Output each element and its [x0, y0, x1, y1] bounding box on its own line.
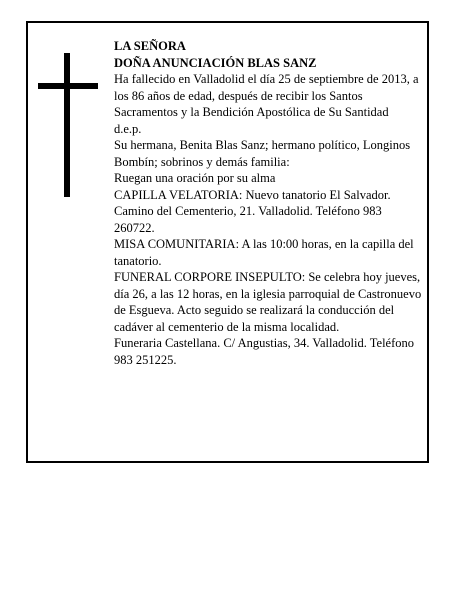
family-line: Su hermana, Benita Blas Sanz; hermano político, Longinos Bombín; sobrinos y demás familia: [114, 138, 411, 169]
funeral-info: FUNERAL CORPORE INSEPULTO: Se celebra hoy jueves, día 26, a las 12 horas, en la iglesia parroquial de Castronuevo de Esgueva. Acto seguido se realizará la conducción del cadáver al cementerio de la misma localidad. [114, 270, 422, 334]
death-announcement: Ha fallecido en Valladolid el día 25 de septiembre de 2013, a los 86 años de edad, después de recibir los Santos Sacramentos y la Bendición Apostólica de Su Santidad [114, 72, 419, 119]
cross-icon [38, 53, 98, 197]
deceased-title: LA SEÑORA [114, 39, 186, 53]
wake-chapel-info: CAPILLA VELATORIA: Nuevo tanatorio El Salvador. Camino del Cementerio, 21. Valladolid. Teléfono 983 260722. [114, 187, 391, 235]
community-mass-info: MISA COMUNITARIA: A las 10:00 horas, en la capilla del tanatorio. [114, 237, 414, 268]
prayer-request: Ruegan una oración por su alma [114, 171, 276, 185]
obituary-text [114, 38, 424, 368]
funeral-home-info: Funeraria Castellana. C/ Angustias, 34. Valladolid. Teléfono 983 251225. [114, 336, 414, 367]
deceased-name: DOÑA ANUNCIACIÓN BLAS SANZ [114, 55, 317, 70]
dep-line: d.e.p. [114, 121, 142, 136]
